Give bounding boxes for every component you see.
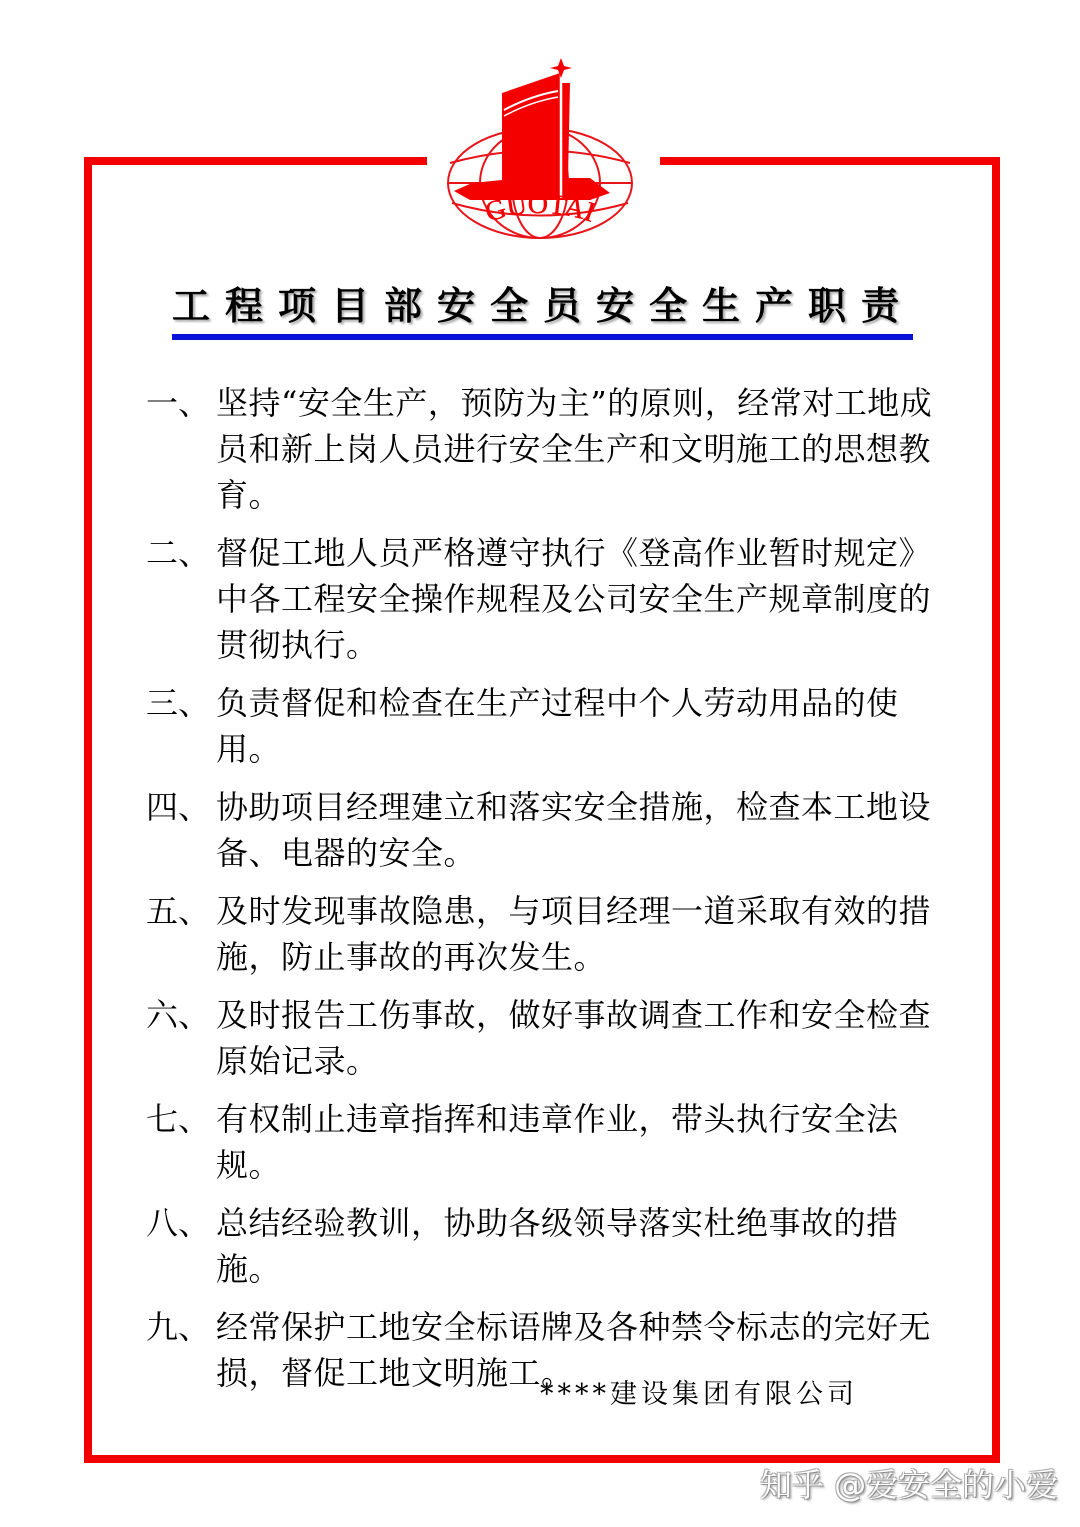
duty-number: 三、 — [146, 684, 211, 722]
duty-item-8 — [146, 1200, 946, 1292]
duty-number: 二、 — [146, 534, 211, 572]
duty-text: 督促工地人员严格遵守执行《登高作业暂时规定》中各工程安全操作规程及公司安全生产规章制度的贯彻执行。 — [216, 534, 932, 664]
logo-text: GUOTAI — [481, 188, 599, 229]
duty-item-5 — [146, 888, 946, 980]
duty-number: 九、 — [146, 1308, 211, 1346]
duty-number: 七、 — [146, 1100, 211, 1138]
duty-number: 八、 — [146, 1204, 211, 1242]
duty-number: 四、 — [146, 788, 211, 826]
duties-list — [146, 380, 946, 1408]
duty-item-1 — [146, 380, 946, 518]
duty-text: 坚持“安全生产，预防为主”的原则，经常对工地成员和新上岗人员进行安全生产和文明施工的思想教育。 — [216, 384, 933, 514]
duty-text: 及时报告工伤事故，做好事故调查工作和安全检查原始记录。 — [216, 996, 932, 1080]
frame-right — [992, 157, 1000, 1463]
company-logo — [440, 58, 640, 243]
duty-text: 及时发现事故隐患，与项目经理一道采取有效的措施，防止事故的再次发生。 — [216, 892, 932, 976]
frame-top-left — [84, 157, 427, 165]
guotai-globe-tower-icon — [440, 58, 640, 243]
duty-text: 协助项目经理建立和落实安全措施，检查本工地设备、电器的安全。 — [216, 788, 932, 872]
frame-bottom — [84, 1455, 1000, 1463]
duty-text: 有权制止违章指挥和违章作业，带头执行安全法规。 — [216, 1100, 899, 1184]
duty-number: 六、 — [146, 996, 211, 1034]
title-underline — [172, 334, 913, 340]
duty-text: 负责督促和检查在生产过程中个人劳动用品的使用。 — [216, 684, 899, 768]
duty-item-6 — [146, 992, 946, 1084]
duty-text: 经常保护工地安全标语牌及各种禁令标志的完好无损，督促工地文明施工。 — [216, 1308, 932, 1392]
duty-item-7 — [146, 1096, 946, 1188]
duty-text: 总结经验教训，协助各级领导落实杜绝事故的措施。 — [216, 1204, 899, 1288]
duty-number: 一、 — [146, 384, 211, 422]
frame-top-right — [660, 157, 1000, 165]
frame-left — [84, 157, 92, 1463]
page-title: 工程项目部安全员安全生产职责 — [172, 284, 915, 328]
svg-text:GUOTAI — [482, 189, 599, 229]
duty-number: 五、 — [146, 892, 211, 930]
zhihu-watermark: 知乎 @爱安全的小爱 — [760, 1466, 1059, 1504]
duty-item-3 — [146, 680, 946, 772]
duty-item-4 — [146, 784, 946, 876]
company-signature: ****建设集团有限公司 — [540, 1379, 858, 1410]
duty-item-2 — [146, 530, 946, 668]
